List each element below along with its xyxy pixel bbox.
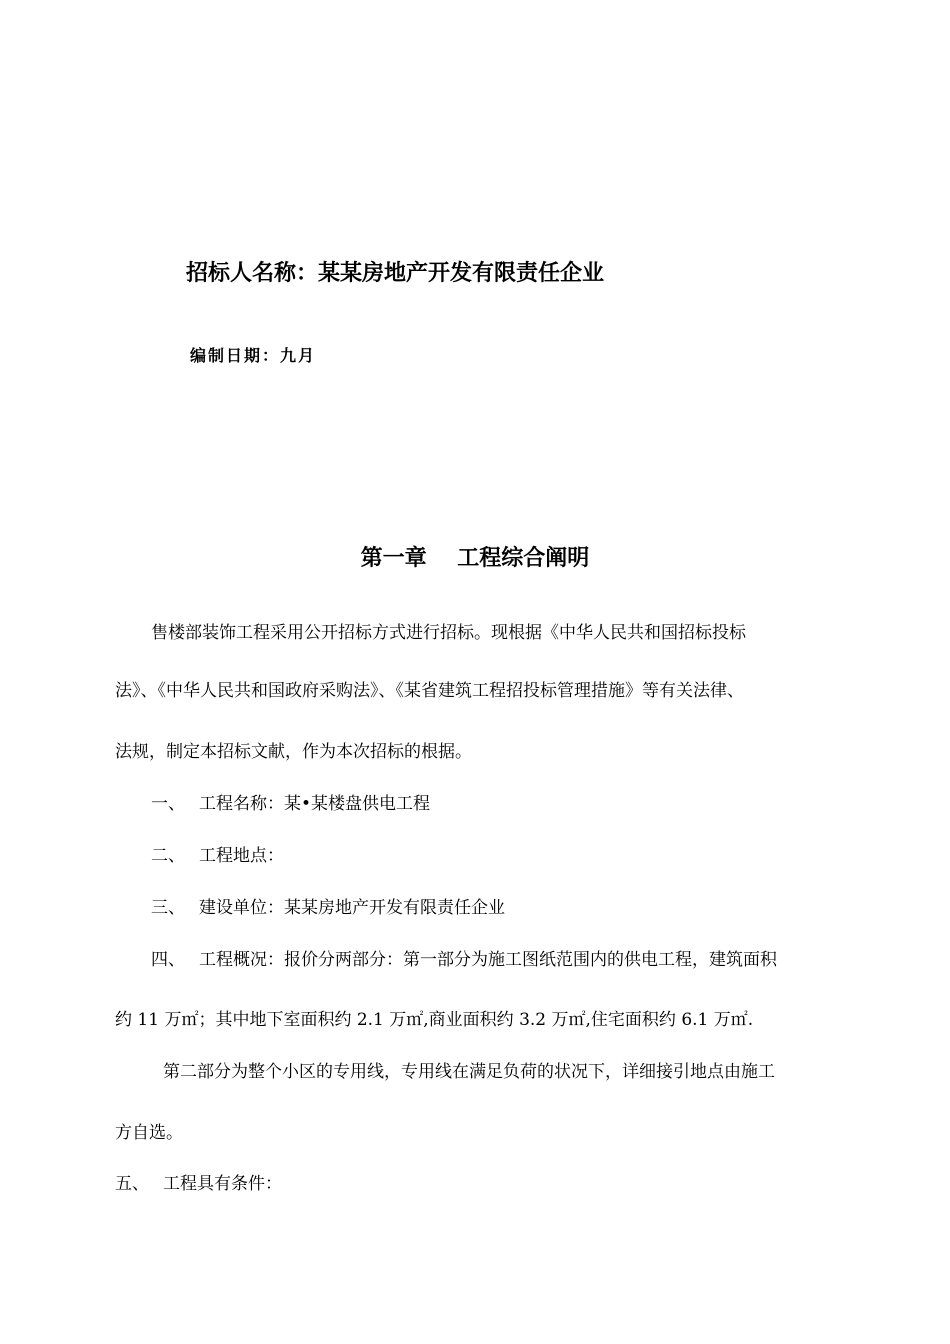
list-item-text: 工程地点： xyxy=(199,846,284,866)
list-item-text: 工程具有条件： xyxy=(163,1174,282,1194)
overview-continuation: 约 11 万㎡；其中地下室面积约 2.1 万㎡,商业面积约 3.2 万㎡,住宅面积约 6.1 万㎡. xyxy=(115,1010,754,1030)
list-item-text: 工程概况：报价分两部分：第一部分为施工图纸范围内的供电工程，建筑面积 xyxy=(199,950,777,970)
list-item-5 xyxy=(115,1173,282,1195)
list-item-2 xyxy=(151,845,284,867)
intro-line-1: 售楼部装饰工程采用公开招标方式进行招标。现根据《中华人民共和国招标投标 xyxy=(151,623,746,643)
list-item-3 xyxy=(151,897,505,919)
list-item-1 xyxy=(151,793,430,815)
list-item-number: 四、 xyxy=(151,950,185,970)
list-item-number: 二、 xyxy=(151,846,185,866)
list-item-number: 一、 xyxy=(151,794,185,814)
list-item-number: 五、 xyxy=(115,1174,149,1194)
part-two-line-1: 第二部分为整个小区的专用线，专用线在满足负荷的状况下，详细接引地点由施工 xyxy=(163,1062,775,1082)
list-item-4 xyxy=(151,949,777,971)
intro-line-3: 法规，制定本招标文献，作为本次招标的根据。 xyxy=(115,742,472,762)
list-item-text: 建设单位：某某房地产开发有限责任企业 xyxy=(199,898,505,918)
part-two-line-2: 方自选。 xyxy=(115,1123,183,1143)
intro-line-2: 法》、《中华人民共和国政府采购法》、《某省建筑工程招投标管理措施》等有关法律、 xyxy=(115,681,744,701)
chapter-title: 第一章 工程综合阐明 xyxy=(360,546,590,571)
list-item-text: 工程名称：某•某楼盘供电工程 xyxy=(199,794,431,814)
list-item-number: 三、 xyxy=(151,898,185,918)
bidder-name: 招标人名称：某某房地产开发有限责任企业 xyxy=(186,261,605,286)
compile-date: 编制日期：九月 xyxy=(190,346,317,365)
